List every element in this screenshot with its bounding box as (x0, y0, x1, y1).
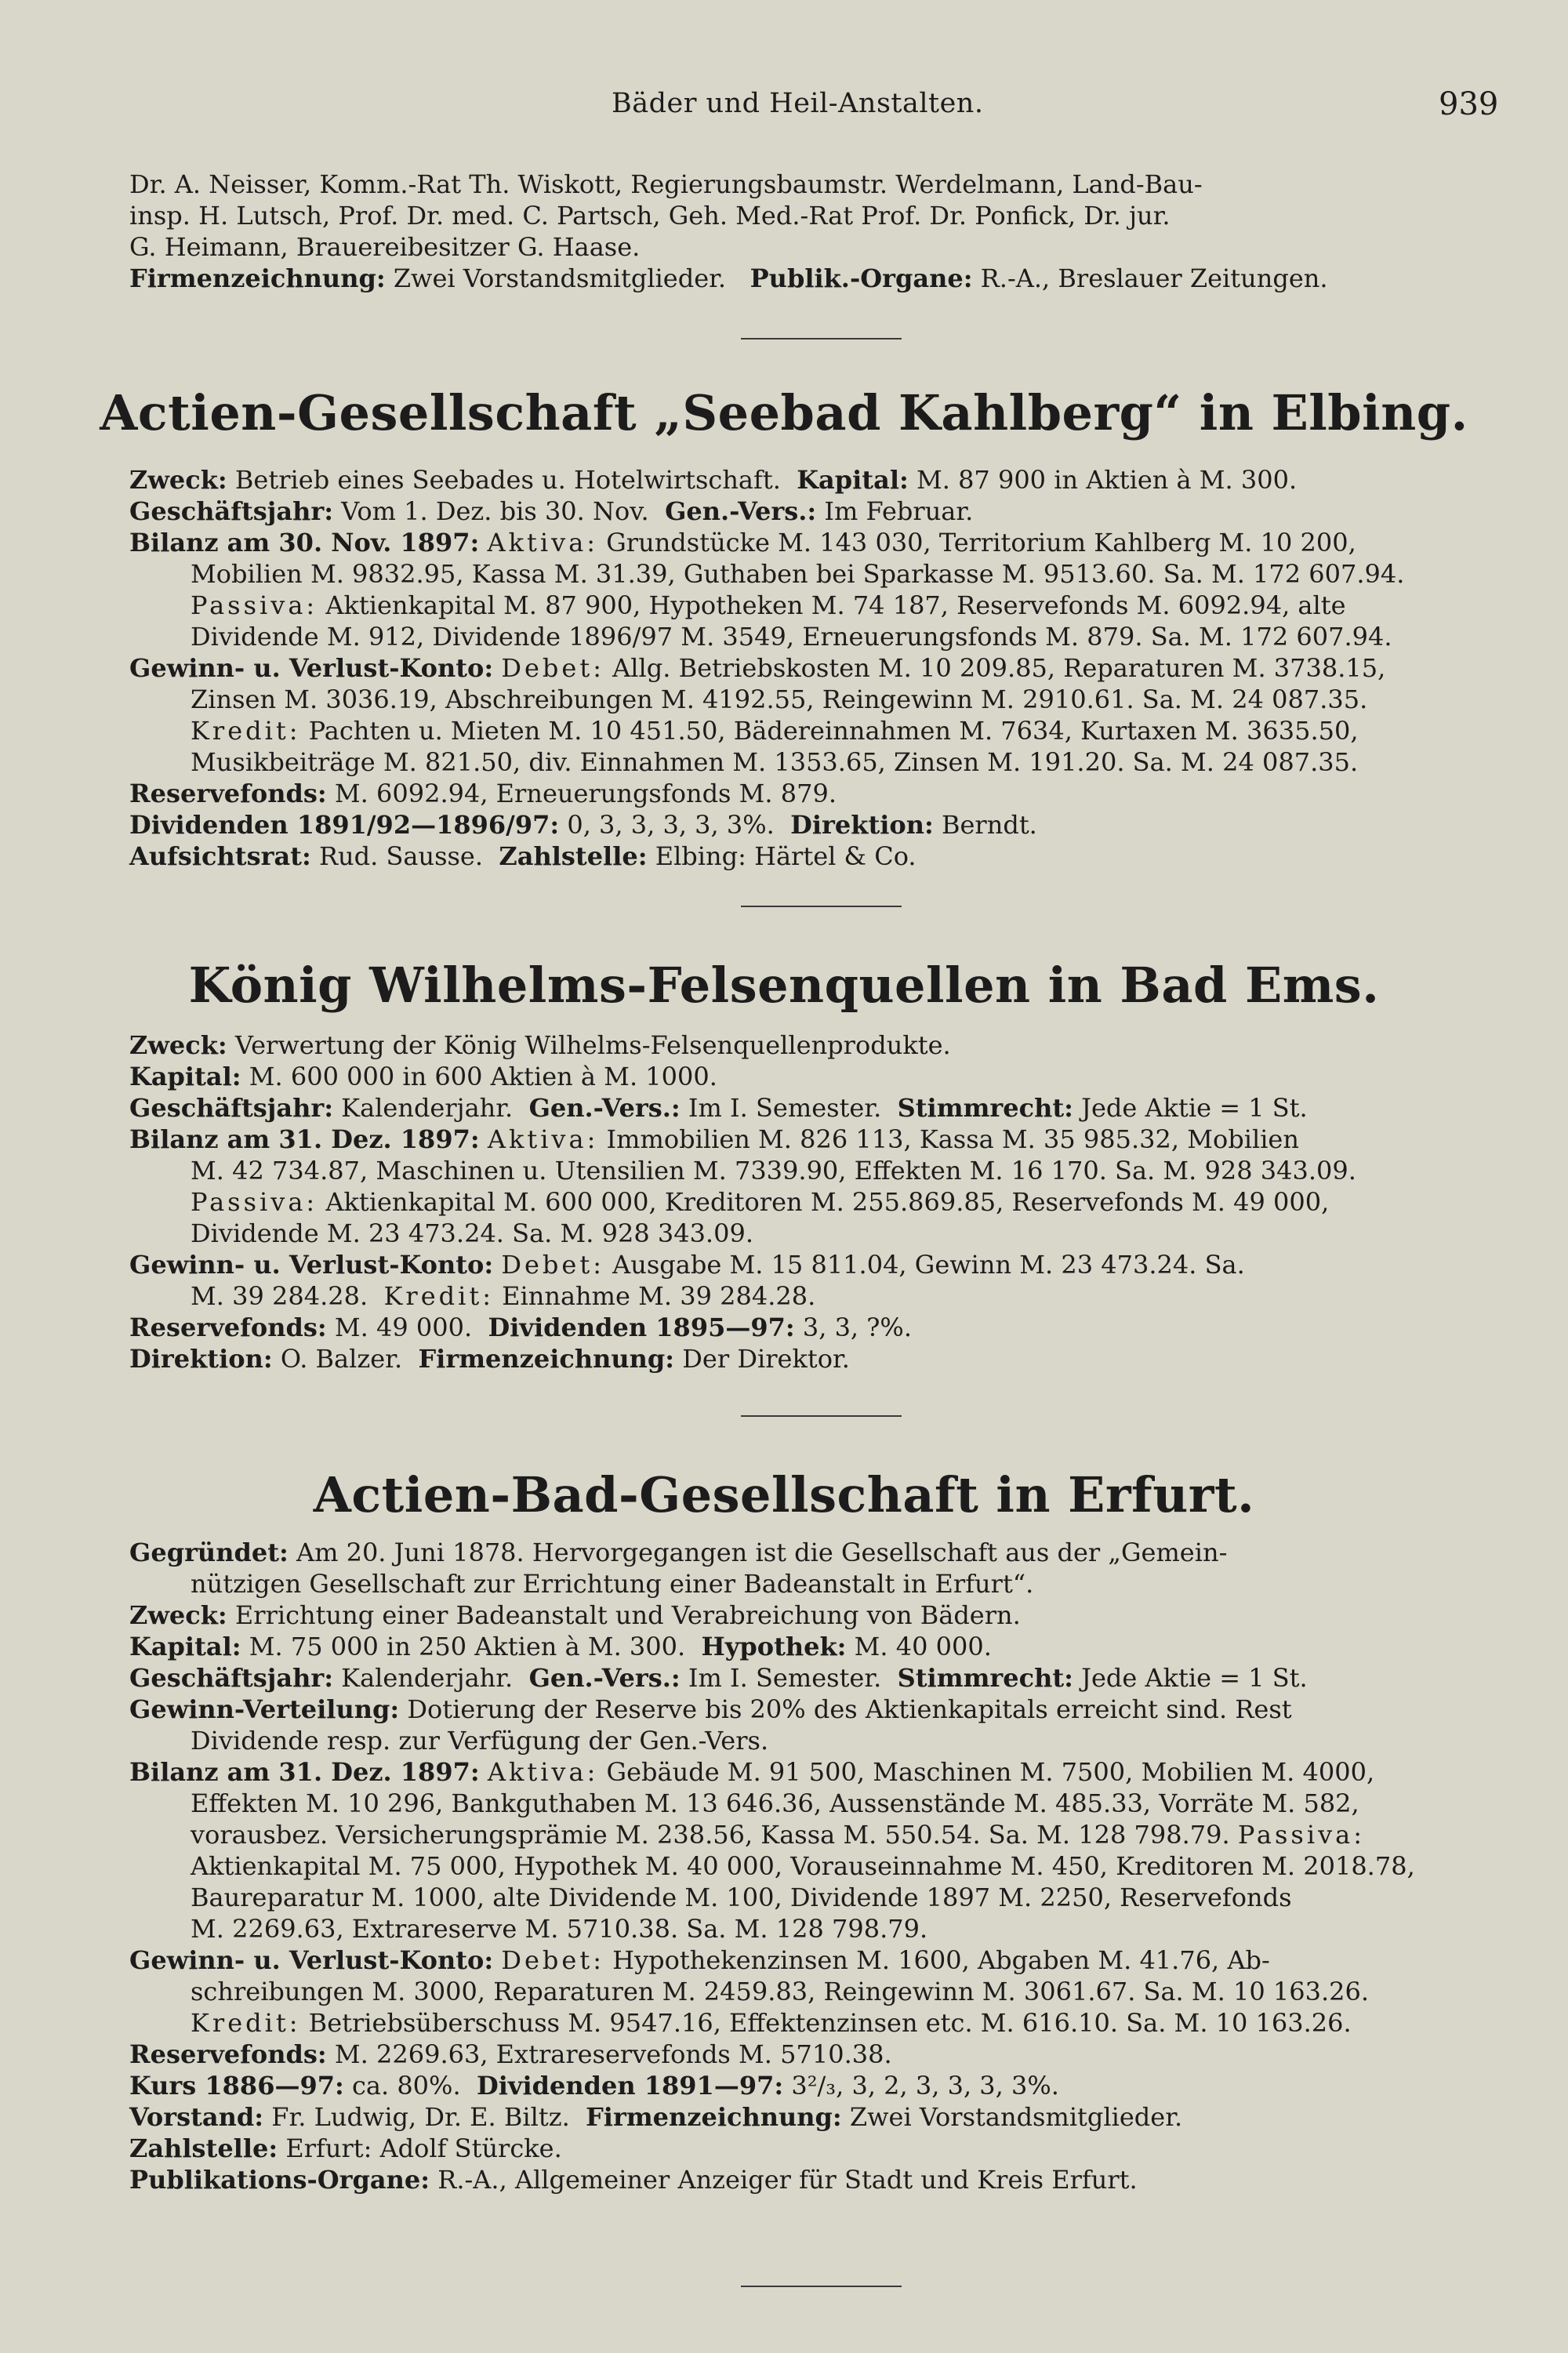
erfurt-bilanz-l6: M. 2269.63, Extrareserve M. 5710.38. Sa. M. 128 798.79. (191, 1914, 928, 1944)
erfurt-bilanz: Bilanz am 31. Dez. 1897: Aktiva: Gebäude M. 91 500, Maschinen M. 7500, Mobilien M. 4000, (129, 1757, 1375, 1787)
ems-bilanz-l2: M. 42 734.87, Maschinen u. Utensilien M. 7339.90, Effekten M. 16 170. Sa. M. 928 343.09. (191, 1156, 1356, 1186)
seebad-reservefonds: Reservefonds: M. 6092.94, Erneuerungsfonds M. 879. (129, 779, 837, 808)
erfurt-gewinn-verteilung-l2: Dividende resp. zur Verfügung der Gen.-Vers. (191, 1726, 769, 1756)
erfurt-bilanz-l5: Baureparatur M. 1000, alte Dividende M. 100, Dividende 1897 M. 2250, Reservefonds (191, 1883, 1292, 1912)
section-bad-ems (129, 1029, 1497, 1374)
ems-bilanz-l3: Passiva: Aktienkapital M. 600 000, Kreditoren M. 255.869.85, Reservefonds M. 49 000, (191, 1187, 1330, 1217)
ems-guv: Gewinn- u. Verlust-Konto: Debet: Ausgabe M. 15 811.04, Gewinn M. 23 473.24. Sa. (129, 1250, 1245, 1280)
divider-2 (741, 906, 902, 907)
erfurt-guv: Gewinn- u. Verlust-Konto: Debet: Hypothekenzinsen M. 1600, Abgaben M. 41.76, Ab- (129, 1945, 1270, 1975)
erfurt-gegruendet: Gegründet: Am 20. Juni 1878. Hervorgegangen ist die Gesellschaft aus der „Gemein- (129, 1538, 1228, 1567)
seebad-bilanz: Bilanz am 30. Nov. 1897: Aktiva: Grundstücke M. 143 030, Territorium Kahlberg M. 10 200, (129, 528, 1356, 557)
header-title: Bäder und Heil-Anstalten. (612, 88, 984, 119)
top-line-2: insp. H. Lutsch, Prof. Dr. med. C. Partsch, Geh. Med.-Rat Prof. Dr. Ponfick, Dr. jur. (129, 201, 1171, 231)
top-line-1: Dr. A. Neisser, Komm.-Rat Th. Wiskott, Regierungsbaumstr. Werdelmann, Land-Bau- (129, 169, 1203, 199)
top-line-3: G. Heimann, Brauereibesitzer G. Haase. (129, 232, 641, 262)
ems-bilanz: Bilanz am 31. Dez. 1897: Aktiva: Immobilien M. 826 113, Kassa M. 35 985.32, Mobilien (129, 1124, 1299, 1154)
erfurt-bilanz-l4: Aktienkapital M. 75 000, Hypothek M. 40 000, Vorauseinnahme M. 450, Kreditoren M. 2018.78, (191, 1851, 1415, 1881)
ems-guv-l2: M. 39 284.28. Kredit: Einnahme M. 39 284.28. (191, 1281, 816, 1311)
divider-3 (741, 1415, 902, 1417)
erfurt-reservefonds: Reservefonds: M. 2269.63, Extrareservefonds M. 5710.38. (129, 2039, 892, 2069)
seebad-zweck: Zweck: Betrieb eines Seebades u. Hotelwirtschaft. Kapital: M. 87 900 in Aktien à M. 300. (129, 465, 1298, 495)
section-seebad-kahlberg (129, 464, 1497, 872)
ems-bilanz-l4: Dividende M. 23 473.24. Sa. M. 928 343.09. (191, 1218, 753, 1248)
erfurt-vorstand: Vorstand: Fr. Ludwig, Dr. E. Biltz. Firmenzeichnung: Zwei Vorstandsmitglieder. (129, 2102, 1183, 2132)
heading-bad-ems: König Wilhelms-Felsenquellen in Bad Ems. (188, 957, 1380, 1014)
erfurt-publikations-organe: Publikations-Organe: R.-A., Allgemeiner Anzeiger für Stadt und Kreis Erfurt. (129, 2165, 1138, 2195)
seebad-dividenden: Dividenden 1891/92—1896/97: 0, 3, 3, 3, 3, 3%. Direktion: Berndt. (129, 810, 1037, 840)
erfurt-bilanz-l2: Effekten M. 10 296, Bankguthaben M. 13 646.36, Aussenstände M. 485.33, Vorräte M. 582, (191, 1788, 1359, 1818)
erfurt-gegruendet-l2: nützigen Gesellschaft zur Errichtung einer Badeanstalt in Erfurt“. (191, 1569, 1034, 1599)
seebad-guv-l4: Musikbeiträge M. 821.50, div. Einnahmen M. 1353.65, Zinsen M. 191.20. Sa. M. 24 087.35. (191, 747, 1359, 777)
divider-1 (741, 338, 902, 340)
seebad-bilanz-l2: Mobilien M. 9832.95, Kassa M. 31.39, Guthaben bei Sparkasse M. 9513.60. Sa. M. 172 607.94. (191, 559, 1405, 589)
ems-reservefonds: Reservefonds: M. 49 000. Dividenden 1895—97: 3, 3, ?%. (129, 1313, 912, 1342)
ems-zweck: Zweck: Verwertung der König Wilhelms-Felsenquellenprodukte. (129, 1030, 951, 1060)
running-header (0, 88, 1568, 135)
seebad-bilanz-l3: Passiva: Aktienkapital M. 87 900, Hypotheken M. 74 187, Reservefonds M. 6092.94, alte (191, 590, 1346, 620)
seebad-guv: Gewinn- u. Verlust-Konto: Debet: Allg. Betriebskosten M. 10 209.85, Reparaturen M. 3738.15, (129, 653, 1386, 683)
erfurt-zahlstelle: Zahlstelle: Erfurt: Adolf Stürcke. (129, 2133, 562, 2163)
erfurt-guv-l3: Kredit: Betriebsüberschuss M. 9547.16, Effektenzinsen etc. M. 616.10. Sa. M. 10 163.26. (191, 2008, 1352, 2038)
ems-kapital: Kapital: M. 600 000 in 600 Aktien à M. 1000. (129, 1062, 717, 1091)
heading-seebad-kahlberg: Actien-Gesellschaft „Seebad Kahlberg“ in Elbing. (100, 384, 1468, 441)
seebad-geschaeftsjahr: Geschäftsjahr: Vom 1. Dez. bis 30. Nov. Gen.-Vers.: Im Februar. (129, 496, 974, 526)
erfurt-bilanz-l3: vorausbez. Versicherungsprämie M. 238.56, Kassa M. 550.54. Sa. M. 128 798.79. Passiva: (191, 1820, 1365, 1850)
seebad-guv-l3: Kredit: Pachten u. Mieten M. 10 451.50, Bädereinnahmen M. 7634, Kurtaxen M. 3635.50, (191, 716, 1359, 746)
erfurt-guv-l2: schreibungen M. 3000, Reparaturen M. 2459.83, Reingewinn M. 3061.67. Sa. M. 10 163.26. (191, 1977, 1370, 2006)
erfurt-kurs: Kurs 1886—97: ca. 80%. Dividenden 1891—97: 3²/₃, 3, 2, 3, 3, 3, 3%. (129, 2071, 1059, 2101)
erfurt-gewinn-verteilung: Gewinn-Verteilung: Dotierung der Reserve bis 20% des Aktienkapitals erreicht sind. Rest (129, 1694, 1292, 1724)
erfurt-zweck: Zweck: Errichtung einer Badeanstalt und Verabreichung von Bädern. (129, 1600, 1021, 1630)
top-continuation (129, 169, 1497, 294)
page-number: 939 (1439, 86, 1499, 122)
section-erfurt (129, 1537, 1497, 2195)
seebad-aufsichtsrat: Aufsichtsrat: Rud. Sausse. Zahlstelle: Elbing: Härtel & Co. (129, 841, 916, 871)
top-line-4: Firmenzeichnung: Zwei Vorstandsmitglieder. Publik.-Organe: R.-A., Breslauer Zeitungen. (129, 263, 1328, 293)
heading-erfurt: Actien-Bad-Gesellschaft in Erfurt. (313, 1466, 1255, 1523)
erfurt-kapital: Kapital: M. 75 000 in 250 Aktien à M. 300. Hypothek: M. 40 000. (129, 1632, 992, 1661)
ems-geschaeftsjahr: Geschäftsjahr: Kalenderjahr. Gen.-Vers.: Im I. Semester. Stimmrecht: Jede Aktie = 1 St. (129, 1093, 1308, 1123)
divider-4 (741, 2286, 902, 2287)
erfurt-geschaeftsjahr: Geschäftsjahr: Kalenderjahr. Gen.-Vers.: Im I. Semester. Stimmrecht: Jede Aktie = 1 St. (129, 1663, 1308, 1693)
seebad-bilanz-l4: Dividende M. 912, Dividende 1896/97 M. 3549, Erneuerungsfonds M. 879. Sa. M. 172 607.94. (191, 622, 1392, 652)
ems-direktion: Direktion: O. Balzer. Firmenzeichnung: Der Direktor. (129, 1344, 850, 1374)
seebad-guv-l2: Zinsen M. 3036.19, Abschreibungen M. 4192.55, Reingewinn M. 2910.61. Sa. M. 24 087.35. (191, 684, 1368, 714)
